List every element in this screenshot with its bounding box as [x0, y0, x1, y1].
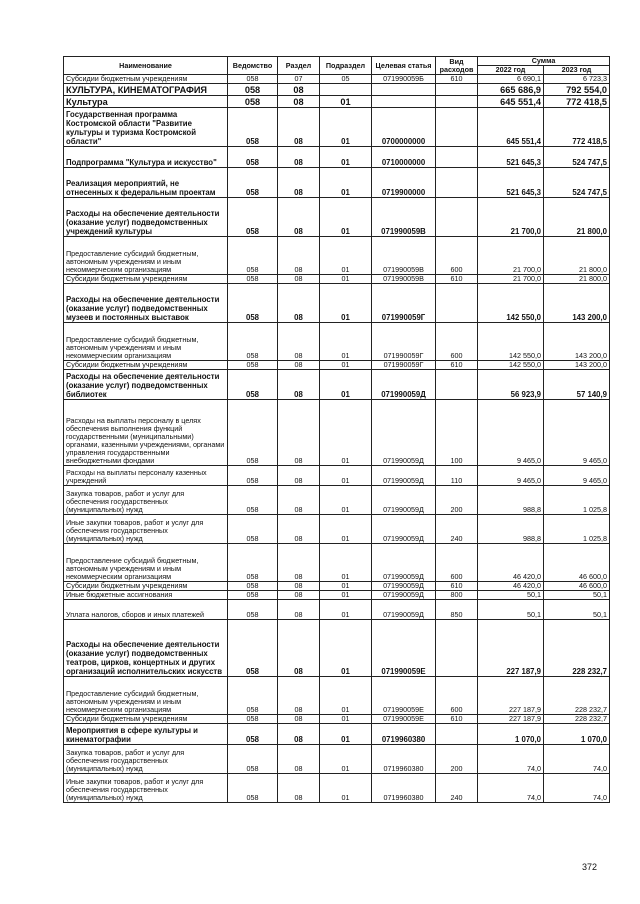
row-sum-2023: 524 747,5 — [544, 168, 610, 198]
row-target: 0719900000 — [372, 168, 436, 198]
header-2023: 2023 год — [544, 66, 610, 75]
row-name: Культура — [64, 96, 228, 108]
row-dept: 058 — [228, 620, 278, 677]
row-sum-2022: 74,0 — [478, 774, 544, 803]
row-target: 071990059В — [372, 275, 436, 284]
row-sum-2023: 792 554,0 — [544, 84, 610, 96]
row-subsection: 01 — [320, 715, 372, 724]
row-target: 071990059Д — [372, 600, 436, 620]
row-sum-2023: 143 200,0 — [544, 323, 610, 361]
row-target: 071990059Е — [372, 620, 436, 677]
table-row — [64, 677, 610, 715]
row-section: 08 — [278, 147, 320, 168]
row-sum-2022: 9 465,0 — [478, 466, 544, 486]
row-dept: 058 — [228, 275, 278, 284]
row-sum-2022: 645 551,4 — [478, 96, 544, 108]
row-subsection — [320, 84, 372, 96]
row-dept: 058 — [228, 724, 278, 745]
row-subsection: 01 — [320, 370, 372, 400]
row-dept: 058 — [228, 515, 278, 544]
header-2022: 2022 год — [478, 66, 544, 75]
row-section: 08 — [278, 96, 320, 108]
row-sum-2022: 56 923,9 — [478, 370, 544, 400]
row-dept: 058 — [228, 486, 278, 515]
row-target: 0700000000 — [372, 108, 436, 147]
budget-table-page — [63, 56, 609, 803]
row-section: 08 — [278, 724, 320, 745]
row-name: Субсидии бюджетным учреждениям — [64, 361, 228, 370]
row-dept: 058 — [228, 544, 278, 582]
row-target: 071990059Д — [372, 486, 436, 515]
row-sum-2023: 1 025,8 — [544, 515, 610, 544]
row-exp-type — [436, 198, 478, 237]
page-number: 372 — [582, 862, 598, 872]
header-target: Целевая статья — [372, 57, 436, 75]
row-exp-type: 600 — [436, 677, 478, 715]
row-subsection: 01 — [320, 168, 372, 198]
row-section: 08 — [278, 323, 320, 361]
table-row — [64, 237, 610, 275]
row-dept: 058 — [228, 361, 278, 370]
row-sum-2023: 74,0 — [544, 745, 610, 774]
row-dept: 058 — [228, 168, 278, 198]
row-name: Субсидии бюджетным учреждениям — [64, 75, 228, 84]
row-sum-2023: 772 418,5 — [544, 108, 610, 147]
row-sum-2023: 228 232,7 — [544, 620, 610, 677]
row-target: 071990059Е — [372, 677, 436, 715]
row-name: Иные закупки товаров, работ и услуг для обеспечения государственных (муниципальных) нужд — [64, 515, 228, 544]
row-sum-2022: 988,8 — [478, 486, 544, 515]
row-section: 08 — [278, 84, 320, 96]
row-name: Субсидии бюджетным учреждениям — [64, 715, 228, 724]
table-row — [64, 108, 610, 147]
row-target: 071990059Г — [372, 323, 436, 361]
table-row — [64, 284, 610, 323]
row-sum-2022: 227 187,9 — [478, 715, 544, 724]
row-target: 071990059Г — [372, 284, 436, 323]
row-section: 08 — [278, 582, 320, 591]
header-subsection: Подраздел — [320, 57, 372, 75]
table-row — [64, 275, 610, 284]
row-subsection: 01 — [320, 96, 372, 108]
table-row — [64, 544, 610, 582]
row-sum-2023: 524 747,5 — [544, 147, 610, 168]
row-dept: 058 — [228, 198, 278, 237]
row-sum-2022: 50,1 — [478, 591, 544, 600]
row-sum-2022: 521 645,3 — [478, 168, 544, 198]
table-row — [64, 323, 610, 361]
table-row — [64, 147, 610, 168]
header-sum: Сумма — [478, 57, 610, 66]
row-section: 08 — [278, 591, 320, 600]
row-target: 0719960380 — [372, 745, 436, 774]
row-section: 08 — [278, 361, 320, 370]
row-target: 0719960380 — [372, 774, 436, 803]
row-exp-type — [436, 84, 478, 96]
table-row — [64, 96, 610, 108]
row-sum-2023: 57 140,9 — [544, 370, 610, 400]
header-dept: Ведомство — [228, 57, 278, 75]
row-name: Реализация мероприятий, не отнесенных к федеральным проектам — [64, 168, 228, 198]
row-exp-type — [436, 620, 478, 677]
row-exp-type: 850 — [436, 600, 478, 620]
row-sum-2022: 6 690,1 — [478, 75, 544, 84]
row-exp-type — [436, 168, 478, 198]
table-row — [64, 75, 610, 84]
row-sum-2023: 1 070,0 — [544, 724, 610, 745]
row-section: 08 — [278, 370, 320, 400]
row-target: 071990059Е — [372, 715, 436, 724]
row-sum-2022: 1 070,0 — [478, 724, 544, 745]
row-exp-type: 600 — [436, 323, 478, 361]
table-row — [64, 620, 610, 677]
row-target: 0710000000 — [372, 147, 436, 168]
table-row — [64, 774, 610, 803]
row-name: Закупка товаров, работ и услуг для обеспечения государственных (муниципальных) нужд — [64, 486, 228, 515]
row-subsection: 01 — [320, 591, 372, 600]
row-sum-2022: 74,0 — [478, 745, 544, 774]
row-section: 08 — [278, 198, 320, 237]
row-dept: 058 — [228, 745, 278, 774]
row-exp-type: 240 — [436, 774, 478, 803]
row-exp-type: 610 — [436, 75, 478, 84]
row-sum-2022: 521 645,3 — [478, 147, 544, 168]
table-row — [64, 400, 610, 466]
table-row — [64, 370, 610, 400]
row-subsection: 01 — [320, 620, 372, 677]
row-dept: 058 — [228, 323, 278, 361]
row-section: 08 — [278, 237, 320, 275]
row-subsection: 01 — [320, 486, 372, 515]
row-sum-2023: 228 232,7 — [544, 715, 610, 724]
row-exp-type: 100 — [436, 400, 478, 466]
row-section: 08 — [278, 515, 320, 544]
row-subsection: 01 — [320, 466, 372, 486]
row-exp-type — [436, 96, 478, 108]
row-exp-type — [436, 108, 478, 147]
row-target: 071990059Д — [372, 582, 436, 591]
row-sum-2023: 74,0 — [544, 774, 610, 803]
row-sum-2023: 9 465,0 — [544, 466, 610, 486]
row-subsection: 01 — [320, 275, 372, 284]
table-row — [64, 361, 610, 370]
row-target — [372, 84, 436, 96]
row-target — [372, 96, 436, 108]
row-section: 08 — [278, 600, 320, 620]
row-exp-type: 610 — [436, 582, 478, 591]
table-row — [64, 715, 610, 724]
table-body — [64, 75, 610, 803]
row-subsection: 01 — [320, 400, 372, 466]
row-section: 08 — [278, 544, 320, 582]
row-target: 071990059Д — [372, 400, 436, 466]
row-section: 08 — [278, 400, 320, 466]
row-sum-2023: 9 465,0 — [544, 400, 610, 466]
row-section: 08 — [278, 715, 320, 724]
table-row — [64, 486, 610, 515]
row-exp-type: 200 — [436, 745, 478, 774]
row-name: Предоставление субсидий бюджетным, автономным учреждениям и иным некоммерческим организациям — [64, 677, 228, 715]
row-section: 08 — [278, 108, 320, 147]
row-exp-type: 610 — [436, 715, 478, 724]
row-subsection: 01 — [320, 515, 372, 544]
header-exp-type: Вид расходов — [436, 57, 478, 75]
row-target: 071990059В — [372, 198, 436, 237]
row-section: 08 — [278, 486, 320, 515]
row-sum-2022: 645 551,4 — [478, 108, 544, 147]
row-name: Государственная программа Костромской области "Развитие культуры и туризма Костромской области" — [64, 108, 228, 147]
row-sum-2022: 21 700,0 — [478, 198, 544, 237]
row-target: 071990059Д — [372, 370, 436, 400]
row-target: 071990059Д — [372, 544, 436, 582]
row-name: Предоставление субсидий бюджетным, автономным учреждениям и иным некоммерческим организациям — [64, 544, 228, 582]
row-section: 08 — [278, 745, 320, 774]
row-section: 08 — [278, 620, 320, 677]
row-subsection: 01 — [320, 745, 372, 774]
row-dept: 058 — [228, 84, 278, 96]
row-name: Иные бюджетные ассигнования — [64, 591, 228, 600]
row-sum-2023: 46 600,0 — [544, 582, 610, 591]
row-name: Расходы на выплаты персоналу казенных учреждений — [64, 466, 228, 486]
budget-table — [63, 56, 610, 803]
row-exp-type — [436, 370, 478, 400]
table-row — [64, 84, 610, 96]
row-subsection: 01 — [320, 237, 372, 275]
row-name: Субсидии бюджетным учреждениям — [64, 275, 228, 284]
row-dept: 058 — [228, 284, 278, 323]
row-subsection: 01 — [320, 361, 372, 370]
row-target: 071990059Д — [372, 515, 436, 544]
row-dept: 058 — [228, 774, 278, 803]
table-row — [64, 724, 610, 745]
row-name: Закупка товаров, работ и услуг для обеспечения государственных (муниципальных) нужд — [64, 745, 228, 774]
row-sum-2022: 21 700,0 — [478, 275, 544, 284]
row-sum-2023: 6 723,3 — [544, 75, 610, 84]
row-sum-2023: 228 232,7 — [544, 677, 610, 715]
row-exp-type: 600 — [436, 544, 478, 582]
row-sum-2023: 50,1 — [544, 591, 610, 600]
row-sum-2022: 227 187,9 — [478, 677, 544, 715]
row-sum-2022: 9 465,0 — [478, 400, 544, 466]
row-sum-2022: 988,8 — [478, 515, 544, 544]
row-sum-2023: 21 800,0 — [544, 275, 610, 284]
row-name: Расходы на обеспечение деятельности (оказание услуг) подведомственных учреждений культуры — [64, 198, 228, 237]
row-name: Иные закупки товаров, работ и услуг для обеспечения государственных (муниципальных) нужд — [64, 774, 228, 803]
row-sum-2022: 21 700,0 — [478, 237, 544, 275]
row-subsection: 05 — [320, 75, 372, 84]
row-subsection: 01 — [320, 108, 372, 147]
row-name: Расходы на обеспечение деятельности (оказание услуг) подведомственных театров, цирков, концертных и других организаций исполнительских искусств — [64, 620, 228, 677]
row-exp-type: 200 — [436, 486, 478, 515]
row-section: 08 — [278, 284, 320, 323]
row-target: 0719960380 — [372, 724, 436, 745]
row-sum-2022: 142 550,0 — [478, 323, 544, 361]
row-name: Субсидии бюджетным учреждениям — [64, 582, 228, 591]
row-exp-type — [436, 724, 478, 745]
row-subsection: 01 — [320, 284, 372, 323]
table-row — [64, 745, 610, 774]
table-row — [64, 198, 610, 237]
row-dept: 058 — [228, 677, 278, 715]
row-name: Расходы на обеспечение деятельности (оказание услуг) подведомственных библиотек — [64, 370, 228, 400]
row-subsection: 01 — [320, 677, 372, 715]
row-exp-type — [436, 284, 478, 323]
row-dept: 058 — [228, 466, 278, 486]
row-dept: 058 — [228, 400, 278, 466]
row-subsection: 01 — [320, 724, 372, 745]
row-exp-type: 600 — [436, 237, 478, 275]
row-subsection: 01 — [320, 774, 372, 803]
row-section: 08 — [278, 275, 320, 284]
row-dept: 058 — [228, 591, 278, 600]
row-exp-type: 240 — [436, 515, 478, 544]
table-header — [64, 57, 610, 75]
row-name: Мероприятия в сфере культуры и кинематографии — [64, 724, 228, 745]
row-name: Уплата налогов, сборов и иных платежей — [64, 600, 228, 620]
row-sum-2023: 46 600,0 — [544, 544, 610, 582]
table-row — [64, 466, 610, 486]
row-sum-2023: 1 025,8 — [544, 486, 610, 515]
row-sum-2022: 46 420,0 — [478, 582, 544, 591]
row-dept: 058 — [228, 715, 278, 724]
row-target: 071990059Б — [372, 75, 436, 84]
row-dept: 058 — [228, 582, 278, 591]
row-subsection: 01 — [320, 323, 372, 361]
row-sum-2022: 665 686,9 — [478, 84, 544, 96]
row-sum-2023: 143 200,0 — [544, 284, 610, 323]
row-dept: 058 — [228, 600, 278, 620]
row-subsection: 01 — [320, 582, 372, 591]
row-target: 071990059Д — [372, 591, 436, 600]
row-sum-2022: 46 420,0 — [478, 544, 544, 582]
row-sum-2023: 143 200,0 — [544, 361, 610, 370]
row-sum-2023: 50,1 — [544, 600, 610, 620]
row-name: Предоставление субсидий бюджетным, автономным учреждениям и иным некоммерческим организациям — [64, 323, 228, 361]
row-sum-2023: 21 800,0 — [544, 237, 610, 275]
row-name: КУЛЬТУРА, КИНЕМАТОГРАФИЯ — [64, 84, 228, 96]
row-section: 08 — [278, 466, 320, 486]
row-sum-2022: 50,1 — [478, 600, 544, 620]
row-sum-2022: 142 550,0 — [478, 284, 544, 323]
row-subsection: 01 — [320, 600, 372, 620]
row-exp-type: 110 — [436, 466, 478, 486]
row-name: Расходы на выплаты персоналу в целях обеспечения выполнения функций государственными (муниципальными) органами, казенными учреждениями, органами управления государственными внебюджетными фондами — [64, 400, 228, 466]
row-section: 08 — [278, 168, 320, 198]
row-section: 08 — [278, 677, 320, 715]
row-sum-2022: 227 187,9 — [478, 620, 544, 677]
header-name: Наименование — [64, 57, 228, 75]
table-row — [64, 515, 610, 544]
row-dept: 058 — [228, 370, 278, 400]
row-dept: 058 — [228, 75, 278, 84]
table-row — [64, 582, 610, 591]
row-target: 071990059В — [372, 237, 436, 275]
row-name: Подпрограмма "Культура и искусство" — [64, 147, 228, 168]
table-row — [64, 168, 610, 198]
row-exp-type: 800 — [436, 591, 478, 600]
row-dept: 058 — [228, 237, 278, 275]
row-section: 07 — [278, 75, 320, 84]
row-name: Предоставление субсидий бюджетным, автономным учреждениям и иным некоммерческим организациям — [64, 237, 228, 275]
row-sum-2023: 772 418,5 — [544, 96, 610, 108]
row-target: 071990059Д — [372, 466, 436, 486]
row-section: 08 — [278, 774, 320, 803]
row-subsection: 01 — [320, 147, 372, 168]
row-name: Расходы на обеспечение деятельности (оказание услуг) подведомственных музеев и постоянных выставок — [64, 284, 228, 323]
row-exp-type: 610 — [436, 361, 478, 370]
row-sum-2023: 21 800,0 — [544, 198, 610, 237]
row-dept: 058 — [228, 147, 278, 168]
row-sum-2022: 142 550,0 — [478, 361, 544, 370]
row-dept: 058 — [228, 108, 278, 147]
row-target: 071990059Г — [372, 361, 436, 370]
row-subsection: 01 — [320, 198, 372, 237]
row-exp-type — [436, 147, 478, 168]
row-exp-type: 610 — [436, 275, 478, 284]
row-dept: 058 — [228, 96, 278, 108]
table-row — [64, 591, 610, 600]
header-section: Раздел — [278, 57, 320, 75]
table-row — [64, 600, 610, 620]
row-subsection: 01 — [320, 544, 372, 582]
